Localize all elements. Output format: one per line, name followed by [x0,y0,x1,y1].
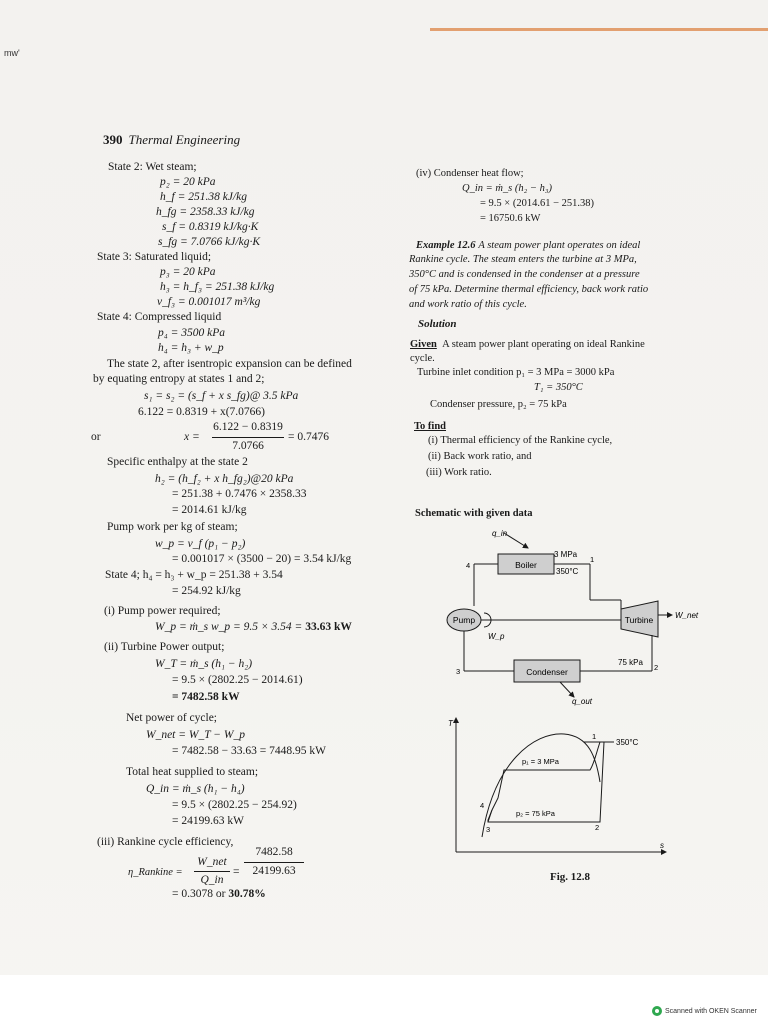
text-line: Turbine inlet condition p₁ = 3 MPa = 3000 kPa [417,367,615,378]
state-label: 3 [456,667,461,676]
solution-heading: Solution [418,318,457,330]
state-label: 1 [590,555,595,564]
text-line: (i) Thermal efficiency of the Rankine cycle, [428,435,613,446]
w-p-label: W_p [488,632,505,641]
example-line [416,238,640,253]
text-line: s₁ = s₂ = (s_f + x s_fg)@ 3.5 kPa [144,390,299,402]
s-axis-label: s [660,841,664,850]
text-line: (iii) Work ratio. [426,467,492,478]
text-line: (i) Pump power required; [104,605,221,617]
text-line: s_f = 0.8319 kJ/kg·K [162,221,259,233]
text-line: Q_in = ṁ_s (h₂ − h₃) [462,183,553,194]
text-line: State 3: Saturated liquid; [97,251,212,263]
state-label: 3 [486,825,491,834]
text-line: State 4: Compressed liquid [97,311,222,323]
condenser-label: Condenser [526,667,568,677]
example-text: Rankine cycle. The steam enters the turbine at 3 MPa, [409,254,637,265]
scanner-logo-icon [652,1006,662,1016]
given-heading: Given [410,339,437,350]
text-line: (ii) Turbine Power output; [104,641,225,653]
scanner-watermark [652,1006,757,1016]
text-line: State 4; h₄ = h₃ + w_p = 251.38 + 3.54 [105,569,283,581]
text-line: (iv) Condenser heat flow; [416,168,524,179]
page-header [103,132,240,148]
q-in-label: q_in [492,529,508,538]
text-line: = 0.001017 × (3500 − 20) = 3.54 kJ/kg [172,553,352,565]
text-line: = 2014.61 kJ/kg [172,504,247,516]
text-line: p₃ = 20 kPa [160,266,216,278]
page-number: 390 [103,132,123,147]
text-line: Pump work per kg of steam; [107,521,238,533]
pressure-label: 75 kPa [618,658,643,667]
text-line: W_T = ṁ_s (h₁ − h₂) [155,658,253,670]
example-label: Example 12.6 [416,240,476,251]
fraction-bar [194,871,230,872]
page-bottom-margin [0,975,768,1024]
pressure-label: p₁ = 3 MPa [522,757,559,766]
text-line: State 2: Wet steam; [108,161,197,173]
schematic-title: Schematic with given data [415,508,533,519]
fraction-bar [212,437,284,438]
ts-diagram [444,712,694,867]
text-line: or [91,431,101,443]
state-label: 2 [654,663,659,672]
text-line: w_p = v_f (p₁ − p₂) [155,538,246,550]
text-line: Q_in = ṁ_s (h₁ − h₄) [146,783,245,795]
example-text: of 75 kPa. Determine thermal efficiency, back work ratio [409,284,649,295]
text-line: Total heat supplied to steam; [126,766,259,778]
text-line: h₃ = h_f₃ = 251.38 kJ/kg [160,281,275,293]
text-line: = 9.5 × (2802.25 − 254.92) [172,799,297,811]
text-line [172,887,266,901]
highlight-value: 33.63 kW [305,621,352,633]
highlight-value: = 7482.58 kW [172,691,240,703]
text-line: = 7482.58 − 33.63 = 7448.95 kW [172,745,326,757]
example-text: A steam power plant operates on ideal [478,240,641,251]
text-line: The state 2, after isentropic expansion can be defined [107,358,352,370]
text-line: Condenser pressure, p₂ = 75 kPa [430,399,567,410]
text-line: = 9.5 × (2014.61 − 251.38) [480,198,595,209]
q-in-arrow [504,533,528,548]
text-line: p₄ = 3500 kPa [158,327,226,339]
state-label: 4 [480,801,485,810]
text-line: = [233,866,240,878]
text-line: = 9.5 × (2802.25 − 2014.61) [172,674,303,686]
text-line: W_net = W_T − W_p [146,729,245,741]
pump-label: Pump [452,615,476,625]
q-out-arrow [560,682,574,697]
scanner-text: Scanned with OKEN Scanner [665,1007,757,1015]
text-line: v_f₃ = 0.001017 m³/kg [157,296,261,308]
text-line: = 251.38 + 0.7476 × 2358.33 [172,488,307,500]
text-line: Net power of cycle; [126,712,218,724]
example-text: 350°C and is condensed in the condenser at a pressure [409,269,640,280]
text-line [410,338,645,352]
text-line: p₂ = 20 kPa [160,176,216,188]
q-out-label: q_out [572,697,593,706]
text-line: (iii) Rankine cycle efficiency, [97,836,234,848]
text-line: h₂ = (h_f₂ + x h_fg₂)@20 kPa [155,473,294,485]
book-title: Thermal Engineering [128,132,241,147]
w-net-label: W_net [675,611,699,620]
text-line: (ii) Back work ratio, and [428,451,532,462]
text-line [155,620,352,634]
state-label: 4 [466,561,471,570]
text-line: h_fg = 2358.33 kJ/kg [156,206,255,218]
formula-lhs: η_Rankine = [128,867,183,878]
text-line: h_f = 251.38 kJ/kg [160,191,247,203]
turbine-label: Turbine [624,615,654,625]
fraction-numerator: W_net [197,856,227,868]
example-text: and work ratio of this cycle. [409,299,527,310]
text-span: W_p = ṁ_s w_p = 9.5 × 3.54 = [155,621,306,633]
fraction-numerator: 6.122 − 0.8319 [213,421,283,433]
text-span: = 0.3078 or [172,888,229,900]
state-label: 1 [592,732,597,741]
corner-mark: mw' [4,48,20,58]
text-line: = 254.92 kJ/kg [172,585,241,597]
temperature-label: 350°C [556,567,579,576]
page-edge-line [430,28,768,31]
text-line: T₁ = 350°C [534,382,583,393]
pump-line [488,810,492,822]
text-line: = 16750.6 kW [480,213,541,224]
temperature-label: 350°C [616,738,639,747]
text-line: h₄ = h₃ + w_p [158,342,224,354]
formula-result: = 0.7476 [288,431,329,443]
text-line: 6.122 = 0.8319 + x(7.0766) [138,406,266,418]
formula-lhs: x = [184,431,200,443]
text-span: A steam power plant operating on ideal Rankine [442,339,645,350]
tofind-heading: To find [414,421,447,432]
boiler-label: Boiler [515,560,537,570]
text-line: cycle. [410,353,435,364]
text-line: s_fg = 7.0766 kJ/kg·K [158,236,260,248]
state-label: 2 [595,823,600,832]
fraction-denominator: 24199.63 [252,865,296,877]
rankine-schematic [440,523,720,713]
fraction-denominator: Q_in [200,874,224,886]
fraction-denominator: 7.0766 [232,440,264,452]
fraction-bar [244,862,304,863]
pressure-label: p₂ = 75 kPa [516,809,555,818]
fraction-numerator: 7482.58 [255,846,293,858]
text-line: Specific enthalpy at the state 2 [107,456,248,468]
pressure-label: 3 MPa [554,550,578,559]
figure-caption: Fig. 12.8 [550,871,591,883]
text-line: = 24199.63 kW [172,815,244,827]
highlight-value: 30.78% [228,888,266,900]
t-axis-label: T [448,719,453,728]
text-line: by equating entropy at states 1 and 2; [93,373,265,385]
